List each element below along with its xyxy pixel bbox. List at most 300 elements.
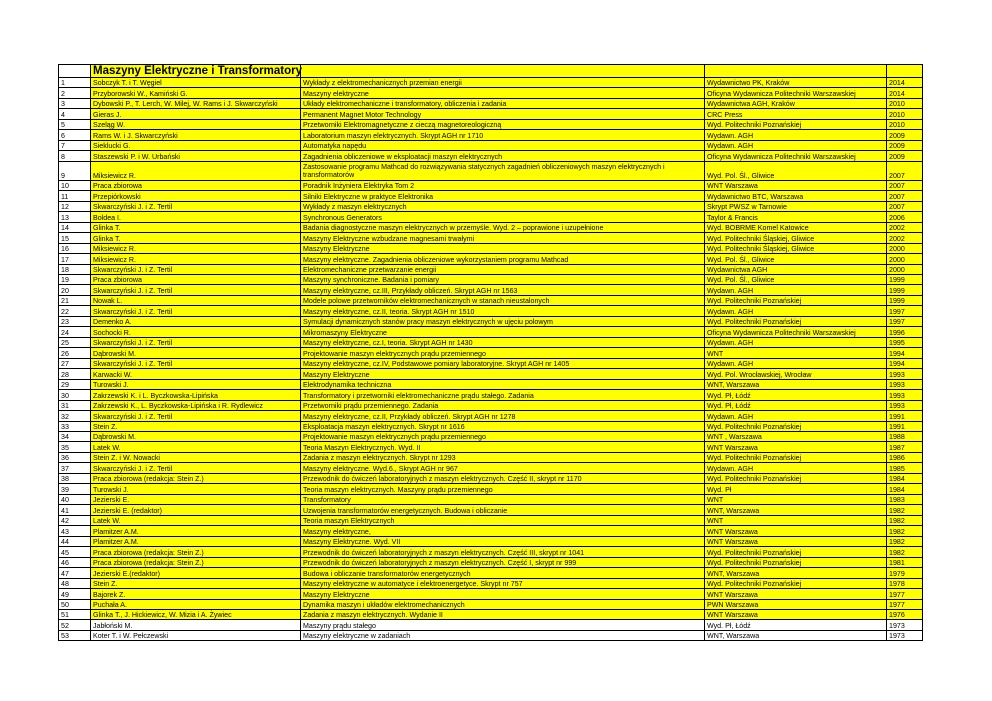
year-cell: 2006 bbox=[887, 212, 923, 222]
year-cell: 2010 bbox=[887, 119, 923, 129]
authors-cell: Plamitzer A.M. bbox=[91, 536, 301, 546]
row-number-cell: 16 bbox=[59, 243, 91, 253]
year-cell: 1984 bbox=[887, 473, 923, 483]
title-cell: Przewodnik do ćwiczeń laboratoryjnych z maszyn elektrycznych. Część I, skrypt nr 999 bbox=[301, 557, 705, 567]
publisher-cell: WNT , Warszawa bbox=[705, 432, 887, 442]
publisher-cell: Wydawn. AGH bbox=[705, 358, 887, 368]
title-cell: Elektrodynamika techniczna bbox=[301, 379, 705, 389]
title-cell: Maszyny elektryczne. Wyd.6., Skrypt AGH nr 967 bbox=[301, 463, 705, 473]
year-cell: 1977 bbox=[887, 599, 923, 609]
title-cell: Maszyny elektryczne bbox=[301, 88, 705, 98]
authors-cell: Sieklucki G. bbox=[91, 140, 301, 150]
authors-cell: Przyborowski W., Kamiński G. bbox=[91, 88, 301, 98]
table-row bbox=[59, 327, 923, 337]
table-row bbox=[59, 233, 923, 243]
year-cell: 2010 bbox=[887, 98, 923, 108]
title-cell: Maszyny Elektryczne bbox=[301, 369, 705, 379]
title-row bbox=[59, 65, 923, 78]
table-row bbox=[59, 264, 923, 274]
row-number-cell: 20 bbox=[59, 285, 91, 295]
publisher-cell: Wyd. Politechniki Poznańskiej bbox=[705, 421, 887, 431]
row-number-cell: 53 bbox=[59, 630, 91, 640]
title-cell: Mikromaszyny Elektryczne bbox=[301, 327, 705, 337]
table-row bbox=[59, 212, 923, 222]
publisher-cell: Wyd. Pł, Łódź bbox=[705, 620, 887, 630]
table-row bbox=[59, 432, 923, 442]
row-number-cell: 35 bbox=[59, 442, 91, 452]
title-cell: Uzwojenia transformatorów energetycznych. Budowa i obliczanie bbox=[301, 505, 705, 515]
row-number-cell: 13 bbox=[59, 212, 91, 222]
publisher-cell: Wyd. Politechniki Poznańskiej bbox=[705, 452, 887, 462]
publisher-cell: Wyd. BOBRME Komel Katowice bbox=[705, 222, 887, 232]
row-number-cell: 11 bbox=[59, 191, 91, 201]
publisher-cell: Wydawnictwo BTC, Warszawa bbox=[705, 191, 887, 201]
year-cell: 2002 bbox=[887, 233, 923, 243]
table-row bbox=[59, 547, 923, 557]
publisher-cell: Wydawn. AGH bbox=[705, 337, 887, 347]
publisher-cell: Wydawn. AGH bbox=[705, 130, 887, 140]
row-number-cell: 51 bbox=[59, 609, 91, 619]
year-cell: 1987 bbox=[887, 442, 923, 452]
year-cell: 1993 bbox=[887, 369, 923, 379]
year-cell: 2000 bbox=[887, 243, 923, 253]
publisher-cell: Wyd. Pol. Śl., Gliwice bbox=[705, 274, 887, 284]
row-number-cell: 12 bbox=[59, 201, 91, 211]
authors-cell: Jezierski E. (redaktor) bbox=[91, 505, 301, 515]
authors-cell: Glinka T., J. Hickiewicz, W. Mizia i A. Żywiec bbox=[91, 609, 301, 619]
table-row bbox=[59, 130, 923, 140]
year-cell: 2014 bbox=[887, 88, 923, 98]
publisher-cell: Wyd. Politechniki Śląskiej, Gliwice bbox=[705, 243, 887, 253]
authors-cell: Koter T. i W. Pełczewski bbox=[91, 630, 301, 640]
year-cell: 1986 bbox=[887, 452, 923, 462]
title-cell: Przewodnik do ćwiczeń laboratoryjnych z maszyn elektrycznych. Część III, skrypt nr 1041 bbox=[301, 547, 705, 557]
year-cell: 2009 bbox=[887, 151, 923, 161]
row-number-cell: 5 bbox=[59, 119, 91, 129]
publisher-cell: CRC Press bbox=[705, 109, 887, 119]
row-number-cell: 4 bbox=[59, 109, 91, 119]
table-row bbox=[59, 201, 923, 211]
table-row bbox=[59, 98, 923, 108]
authors-cell: Praca zbiorowa bbox=[91, 180, 301, 190]
table-row bbox=[59, 630, 923, 640]
row-number-cell: 3 bbox=[59, 98, 91, 108]
row-number-cell: 1 bbox=[59, 78, 91, 88]
row-number-cell: 45 bbox=[59, 547, 91, 557]
authors-cell: Sochocki R. bbox=[91, 327, 301, 337]
row-number-cell: 23 bbox=[59, 316, 91, 326]
authors-cell: Praca zbiorowa (redakcja: Stein Z.) bbox=[91, 547, 301, 557]
table-row bbox=[59, 620, 923, 630]
year-cell: 1993 bbox=[887, 390, 923, 400]
year-cell: 1996 bbox=[887, 327, 923, 337]
publisher-cell: WNT bbox=[705, 494, 887, 504]
table-row bbox=[59, 285, 923, 295]
authors-cell: Glinka T. bbox=[91, 222, 301, 232]
year-cell: 1983 bbox=[887, 494, 923, 504]
table-row bbox=[59, 515, 923, 525]
title-cell: Maszyny elektryczne w zadaniach bbox=[301, 630, 705, 640]
table-row bbox=[59, 306, 923, 316]
publisher-cell: WNT, Warszawa bbox=[705, 630, 887, 640]
year-cell: 2014 bbox=[887, 78, 923, 88]
table-row bbox=[59, 400, 923, 410]
title-cell: Eksploatacja maszyn elektrycznych. Skrypt nr 1616 bbox=[301, 421, 705, 431]
publisher-cell: Wyd. Politechniki Poznańskiej bbox=[705, 547, 887, 557]
authors-cell: Puchała A. bbox=[91, 599, 301, 609]
row-number-cell: 19 bbox=[59, 274, 91, 284]
row-number-cell: 43 bbox=[59, 526, 91, 536]
authors-cell: Staszewski P. i W. Urbański bbox=[91, 151, 301, 161]
title-cell: Budowa i obliczanie transformatorów energetycznych bbox=[301, 568, 705, 578]
row-number-cell: 22 bbox=[59, 306, 91, 316]
year-cell: 2009 bbox=[887, 140, 923, 150]
row-number-cell: 18 bbox=[59, 264, 91, 274]
year-cell: 1982 bbox=[887, 515, 923, 525]
publisher-cell: Oficyna Wydawnicza Politechniki Warszawskiej bbox=[705, 151, 887, 161]
title-cell: Badania diagnostyczne maszyn elektrycznych w przemyśle. Wyd. 2 – poprawione i uzupełnione bbox=[301, 222, 705, 232]
row-number-cell: 28 bbox=[59, 369, 91, 379]
year-cell: 1997 bbox=[887, 316, 923, 326]
row-number-cell: 32 bbox=[59, 411, 91, 421]
authors-cell: Glinka T. bbox=[91, 233, 301, 243]
row-number-cell: 26 bbox=[59, 348, 91, 358]
bibliography-table bbox=[58, 64, 923, 641]
year-cell: 2007 bbox=[887, 161, 923, 180]
row-number-cell: 42 bbox=[59, 515, 91, 525]
publisher-cell: Wyd. Politechniki Poznańskiej bbox=[705, 316, 887, 326]
authors-cell: Jabłoński M. bbox=[91, 620, 301, 630]
year-cell: 1979 bbox=[887, 568, 923, 578]
table-row bbox=[59, 505, 923, 515]
table-row bbox=[59, 589, 923, 599]
authors-cell: Skwarczyński J. i Z. Tertil bbox=[91, 201, 301, 211]
table-row bbox=[59, 119, 923, 129]
year-cell: 1978 bbox=[887, 578, 923, 588]
row-number-cell: 40 bbox=[59, 494, 91, 504]
title-cell: Przetworniki Elektromagnetyczne z cieczą magnetoreologiczną bbox=[301, 119, 705, 129]
authors-cell: Dąbrowski M. bbox=[91, 348, 301, 358]
authors-cell: Stein Z. bbox=[91, 421, 301, 431]
authors-cell: Skwarczyński J. i Z. Tertil bbox=[91, 285, 301, 295]
publisher-cell: Wyd. Politechniki Poznańskiej bbox=[705, 578, 887, 588]
table-row bbox=[59, 88, 923, 98]
row-number-cell: 41 bbox=[59, 505, 91, 515]
year-cell: 1999 bbox=[887, 285, 923, 295]
row-number-cell: 49 bbox=[59, 589, 91, 599]
title-cell: Transformatory bbox=[301, 494, 705, 504]
year-cell: 1982 bbox=[887, 536, 923, 546]
table-row bbox=[59, 161, 923, 180]
year-cell: 1982 bbox=[887, 505, 923, 515]
year-cell: 1995 bbox=[887, 337, 923, 347]
authors-cell: Latek W. bbox=[91, 442, 301, 452]
authors-cell: Miksiewicz R. bbox=[91, 254, 301, 264]
authors-cell: Skwarczyński J. i Z. Tertil bbox=[91, 337, 301, 347]
authors-cell: Miksiewicz R. bbox=[91, 161, 301, 180]
title-cell: Układy elektromechaniczne i transformatory, obliczenia i zadania bbox=[301, 98, 705, 108]
row-number-cell: 2 bbox=[59, 88, 91, 98]
title-cell: Teoria Maszyn Elektrycznych. Wyd. II bbox=[301, 442, 705, 452]
publisher-cell: Wyd. Politechniki Poznańskiej bbox=[705, 119, 887, 129]
title-cell: Projektowanie maszyn elektrycznych prądu przemiennego bbox=[301, 348, 705, 358]
row-number-cell: 15 bbox=[59, 233, 91, 243]
year-cell: 1993 bbox=[887, 379, 923, 389]
publisher-cell: WNT bbox=[705, 348, 887, 358]
title-cell: Wykłady z maszyn elektrycznych bbox=[301, 201, 705, 211]
title-cell: Maszyny Elektryczne bbox=[301, 589, 705, 599]
row-number-cell: 52 bbox=[59, 620, 91, 630]
table-row bbox=[59, 358, 923, 368]
year-cell: 1997 bbox=[887, 306, 923, 316]
table-row bbox=[59, 484, 923, 494]
publisher-cell: WNT Warszawa bbox=[705, 526, 887, 536]
table-row bbox=[59, 578, 923, 588]
authors-cell: Praca zbiorowa (redakcja: Stein Z.) bbox=[91, 473, 301, 483]
publisher-cell: Wyd. Politechniki Poznańskiej bbox=[705, 557, 887, 567]
year-cell: 1988 bbox=[887, 432, 923, 442]
title-cell: Maszyny elektryczne, cz.I, teoria. Skrypt AGH nr 1430 bbox=[301, 337, 705, 347]
title-cell: Maszyny elektryczne w automatyce i elektroenergetyce. Skrypt nr 757 bbox=[301, 578, 705, 588]
row-number-cell: 33 bbox=[59, 421, 91, 431]
authors-cell: Praca zbiorowa (redakcja: Stein Z.) bbox=[91, 557, 301, 567]
publisher-cell: Wydawn. AGH bbox=[705, 411, 887, 421]
table-row bbox=[59, 337, 923, 347]
authors-cell: Dybowski P., T. Lerch, W. Milej, W. Rams i J. Skwarczyński bbox=[91, 98, 301, 108]
year-cell: 2002 bbox=[887, 222, 923, 232]
authors-cell: Dąbrowski M. bbox=[91, 432, 301, 442]
table-row bbox=[59, 151, 923, 161]
publisher-cell: Wydawn. AGH bbox=[705, 140, 887, 150]
publisher-cell: Wyd. Pł, Łódź bbox=[705, 400, 887, 410]
publisher-cell: Wyd. Pol. Śl., Gliwice bbox=[705, 161, 887, 180]
title-row-empty-cell bbox=[705, 65, 887, 78]
authors-cell: Gieras J. bbox=[91, 109, 301, 119]
publisher-cell: Wydawn. AGH bbox=[705, 463, 887, 473]
table-row bbox=[59, 609, 923, 619]
year-cell: 2007 bbox=[887, 180, 923, 190]
authors-cell: Latek W. bbox=[91, 515, 301, 525]
title-row-empty-cell bbox=[301, 65, 705, 78]
publisher-cell: WNT, Warszawa bbox=[705, 379, 887, 389]
page-title: Maszyny Elektryczne i Transformatory bbox=[91, 65, 301, 78]
row-number-cell: 48 bbox=[59, 578, 91, 588]
title-cell: Symulacji dynamicznych stanów pracy maszyn elektrycznych w ujęciu polowym bbox=[301, 316, 705, 326]
table-row bbox=[59, 316, 923, 326]
authors-cell: Skwarczyński J. i Z. Tertil bbox=[91, 358, 301, 368]
title-cell: Maszyny Elektryczne wzbudzane magnesami trwałymi bbox=[301, 233, 705, 243]
year-cell: 1985 bbox=[887, 463, 923, 473]
title-cell: Automatyka napędu bbox=[301, 140, 705, 150]
row-number-cell: 7 bbox=[59, 140, 91, 150]
table-row bbox=[59, 421, 923, 431]
title-cell: Zastosowanie programu Mathcad do rozwiązywania statycznych zagadnień obliczeniowych maszyn elektrycznych i transformatorów bbox=[301, 161, 705, 180]
authors-cell: Karwacki W. bbox=[91, 369, 301, 379]
year-cell: 2007 bbox=[887, 191, 923, 201]
table-row bbox=[59, 390, 923, 400]
authors-cell: Szeląg W. bbox=[91, 119, 301, 129]
year-cell: 1991 bbox=[887, 411, 923, 421]
authors-cell: Nowak L. bbox=[91, 295, 301, 305]
authors-cell: Boldea I. bbox=[91, 212, 301, 222]
publisher-cell: WNT Warszawa bbox=[705, 589, 887, 599]
authors-cell: Miksiewicz R. bbox=[91, 243, 301, 253]
row-number-cell: 8 bbox=[59, 151, 91, 161]
title-cell: Maszyny prądu stałego bbox=[301, 620, 705, 630]
year-cell: 2009 bbox=[887, 130, 923, 140]
authors-cell: Stein Z. bbox=[91, 578, 301, 588]
publisher-cell: WNT bbox=[705, 515, 887, 525]
authors-cell: Bajorek Z. bbox=[91, 589, 301, 599]
table-row bbox=[59, 452, 923, 462]
title-cell: Dynamika maszyn i układów elektromechanicznych bbox=[301, 599, 705, 609]
row-number-cell: 27 bbox=[59, 358, 91, 368]
table-row bbox=[59, 494, 923, 504]
table-row bbox=[59, 463, 923, 473]
year-cell: 1999 bbox=[887, 274, 923, 284]
table-row bbox=[59, 568, 923, 578]
authors-cell: Skwarczyński J. i Z. Tertil bbox=[91, 411, 301, 421]
table-row bbox=[59, 254, 923, 264]
publisher-cell: WNT Warszawa bbox=[705, 442, 887, 452]
year-cell: 1976 bbox=[887, 609, 923, 619]
row-number-cell: 38 bbox=[59, 473, 91, 483]
title-cell: Wykłady z elektromechanicznych przemian energii bbox=[301, 78, 705, 88]
authors-cell: Sobczyk T. i T. Węgiel bbox=[91, 78, 301, 88]
authors-cell: Stein Z. i W. Nowacki bbox=[91, 452, 301, 462]
table-row bbox=[59, 191, 923, 201]
year-cell: 1981 bbox=[887, 557, 923, 567]
title-row-number-cell bbox=[59, 65, 91, 78]
table-row bbox=[59, 274, 923, 284]
publisher-cell: Oficyna Wydawnicza Politechniki Warszawskiej bbox=[705, 327, 887, 337]
publisher-cell: Wydawnictwo PK, Kraków bbox=[705, 78, 887, 88]
year-cell: 1999 bbox=[887, 295, 923, 305]
title-cell: Maszyny elektryczne. Zagadnienia obliczeniowe wykorzystaniem programu Mathcad bbox=[301, 254, 705, 264]
row-number-cell: 39 bbox=[59, 484, 91, 494]
title-row-empty-cell bbox=[887, 65, 923, 78]
title-cell: Synchronous Generators bbox=[301, 212, 705, 222]
row-number-cell: 47 bbox=[59, 568, 91, 578]
table-row bbox=[59, 369, 923, 379]
publisher-cell: WNT Warszawa bbox=[705, 180, 887, 190]
publisher-cell: Wydawn. AGH bbox=[705, 285, 887, 295]
publisher-cell: Taylor & Francis bbox=[705, 212, 887, 222]
row-number-cell: 14 bbox=[59, 222, 91, 232]
row-number-cell: 36 bbox=[59, 452, 91, 462]
authors-cell: Przepiórkowski bbox=[91, 191, 301, 201]
authors-cell: Jezierski E.(redaktor) bbox=[91, 568, 301, 578]
row-number-cell: 21 bbox=[59, 295, 91, 305]
title-cell: Permanent Magnet Motor Technology bbox=[301, 109, 705, 119]
year-cell: 1973 bbox=[887, 620, 923, 630]
table-row bbox=[59, 222, 923, 232]
publisher-cell: Wyd. Pł bbox=[705, 484, 887, 494]
title-cell: Laboratorium maszyn elektrycznych. Skrypt AGH nr 1710 bbox=[301, 130, 705, 140]
row-number-cell: 29 bbox=[59, 379, 91, 389]
publisher-cell: Wydawnictwa AGH, Kraków bbox=[705, 98, 887, 108]
publisher-cell: Wyd. Pol. Śl., Gliwice bbox=[705, 254, 887, 264]
authors-cell: Rams W. i J. Skwarczyński bbox=[91, 130, 301, 140]
authors-cell: Praca zbiorowa bbox=[91, 274, 301, 284]
year-cell: 1991 bbox=[887, 421, 923, 431]
title-cell: Maszyny elektryczne, cz.III, Przykłady obliczeń. Skrypt AGH nr 1563 bbox=[301, 285, 705, 295]
authors-cell: Zakrzewski K. i L. Byczkowska-Lipińska bbox=[91, 390, 301, 400]
year-cell: 1984 bbox=[887, 484, 923, 494]
authors-cell: Zakrzewski K., L. Byczkowska-Lipińska i R. Rydlewicz bbox=[91, 400, 301, 410]
row-number-cell: 50 bbox=[59, 599, 91, 609]
authors-cell: Turowski J. bbox=[91, 484, 301, 494]
table-row bbox=[59, 536, 923, 546]
publisher-cell: Wydawn. AGH bbox=[705, 306, 887, 316]
publisher-cell: WNT, Warszawa bbox=[705, 568, 887, 578]
title-cell: Projektowanie maszyn elektrycznych prądu przemiennego bbox=[301, 432, 705, 442]
title-cell: Maszyny synchroniczne. Badania i pomiary bbox=[301, 274, 705, 284]
row-number-cell: 30 bbox=[59, 390, 91, 400]
year-cell: 2007 bbox=[887, 201, 923, 211]
title-cell: Maszyny elektryczne, cz.IV, Podstawowe pomiary laboratoryjne. Skrypt AGH nr 1405 bbox=[301, 358, 705, 368]
year-cell: 1994 bbox=[887, 358, 923, 368]
row-number-cell: 25 bbox=[59, 337, 91, 347]
row-number-cell: 24 bbox=[59, 327, 91, 337]
title-cell: Maszyny Elektryczne bbox=[301, 243, 705, 253]
row-number-cell: 17 bbox=[59, 254, 91, 264]
row-number-cell: 34 bbox=[59, 432, 91, 442]
title-cell: Teoria maszyn Elektrycznych bbox=[301, 515, 705, 525]
year-cell: 2000 bbox=[887, 264, 923, 274]
title-cell: Transformatory i przetworniki elektromechaniczne prądu stałego. Zadania bbox=[301, 390, 705, 400]
table-row bbox=[59, 411, 923, 421]
title-cell: Przewodnik do ćwiczeń laboratoryjnych z maszyn elektrycznych. Część II, skrypt nr 1170 bbox=[301, 473, 705, 483]
authors-cell: Skwarczyński J. i Z. Tertil bbox=[91, 264, 301, 274]
bibliography-body bbox=[59, 65, 923, 641]
table-row bbox=[59, 295, 923, 305]
year-cell: 1982 bbox=[887, 526, 923, 536]
table-row bbox=[59, 557, 923, 567]
table-row bbox=[59, 348, 923, 358]
table-row bbox=[59, 140, 923, 150]
table-row bbox=[59, 442, 923, 452]
table-row bbox=[59, 526, 923, 536]
title-cell: Maszyny elektryczne, cz.II, Przykłady obliczeń. Skrypt AGH nr 1278 bbox=[301, 411, 705, 421]
publisher-cell: WNT, Warszawa bbox=[705, 505, 887, 515]
table-row bbox=[59, 109, 923, 119]
table-row bbox=[59, 78, 923, 88]
publisher-cell: Wyd. Pol. Wrocławskiej, Wrocław bbox=[705, 369, 887, 379]
authors-cell: Demenko A. bbox=[91, 316, 301, 326]
row-number-cell: 37 bbox=[59, 463, 91, 473]
row-number-cell: 10 bbox=[59, 180, 91, 190]
title-cell: Przetworniki prądu przemiennego. Zadania bbox=[301, 400, 705, 410]
publisher-cell: WNT Warszawa bbox=[705, 609, 887, 619]
title-cell: Zagadnienia obliczeniowe w eksploatacji maszyn elektrycznych bbox=[301, 151, 705, 161]
title-cell: Modele polowe przetworników elektromechanicznych w stanach nieustalonych bbox=[301, 295, 705, 305]
year-cell: 1982 bbox=[887, 547, 923, 557]
table-row bbox=[59, 599, 923, 609]
authors-cell: Turowski J. bbox=[91, 379, 301, 389]
publisher-cell: WNT Warszawa bbox=[705, 536, 887, 546]
publisher-cell: PWN Warszawa bbox=[705, 599, 887, 609]
publisher-cell: Wyd. Politechniki Poznańskiej bbox=[705, 295, 887, 305]
title-cell: Teoria maszyn elektrycznych. Maszyny prądu przemiennego bbox=[301, 484, 705, 494]
year-cell: 2010 bbox=[887, 109, 923, 119]
row-number-cell: 44 bbox=[59, 536, 91, 546]
table-row bbox=[59, 473, 923, 483]
table-row bbox=[59, 243, 923, 253]
title-cell: Elektromechaniczne przetwarzanie energii bbox=[301, 264, 705, 274]
authors-cell: Jezierski E. bbox=[91, 494, 301, 504]
row-number-cell: 6 bbox=[59, 130, 91, 140]
